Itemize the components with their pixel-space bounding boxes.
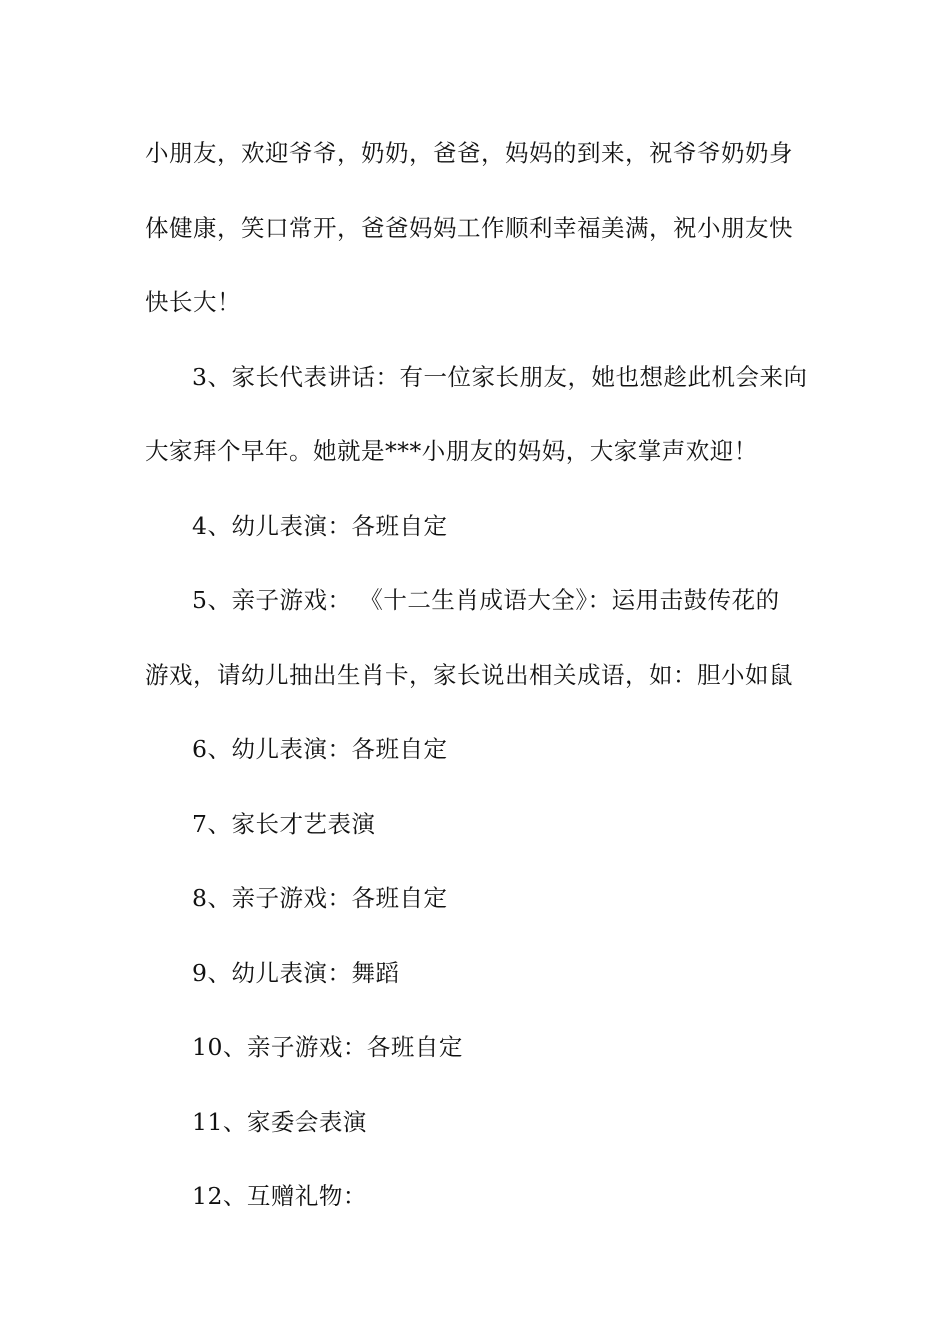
paragraph-line: 游戏，请幼儿抽出生肖卡，家长说出相关成语，如：胆小如鼠 [145, 660, 793, 689]
list-item: 6、幼儿表演：各班自定 [192, 735, 448, 763]
paragraph-line: 大家拜个早年。她就是***小朋友的妈妈，大家掌声欢迎！ [145, 437, 758, 465]
document-body [145, 116, 810, 1234]
list-item: 11、家委会表演 [192, 1107, 367, 1136]
list-item: 7、家长才艺表演 [192, 809, 376, 838]
list-item: 12、互赠礼物： [192, 1182, 367, 1210]
list-item: 9、幼儿表演：舞蹈 [192, 958, 400, 987]
list-item: 10、亲子游戏：各班自定 [192, 1033, 463, 1061]
list-item: 3、家长代表讲话：有一位家长朋友，她也想趁此机会来向 [192, 362, 808, 391]
list-item: 8、亲子游戏：各班自定 [192, 884, 448, 912]
list-item: 4、幼儿表演：各班自定 [192, 511, 448, 540]
list-item: 5、亲子游戏： 《十二生肖成语大全》：运用击鼓传花的 [192, 586, 780, 614]
paragraph-line: 小朋友，欢迎爷爷，奶奶，爸爸，妈妈的到来，祝爷爷奶奶身 [145, 139, 793, 167]
paragraph-line: 快长大！ [145, 288, 241, 316]
paragraph-line: 体健康，笑口常开，爸爸妈妈工作顺利幸福美满，祝小朋友快 [145, 213, 793, 242]
